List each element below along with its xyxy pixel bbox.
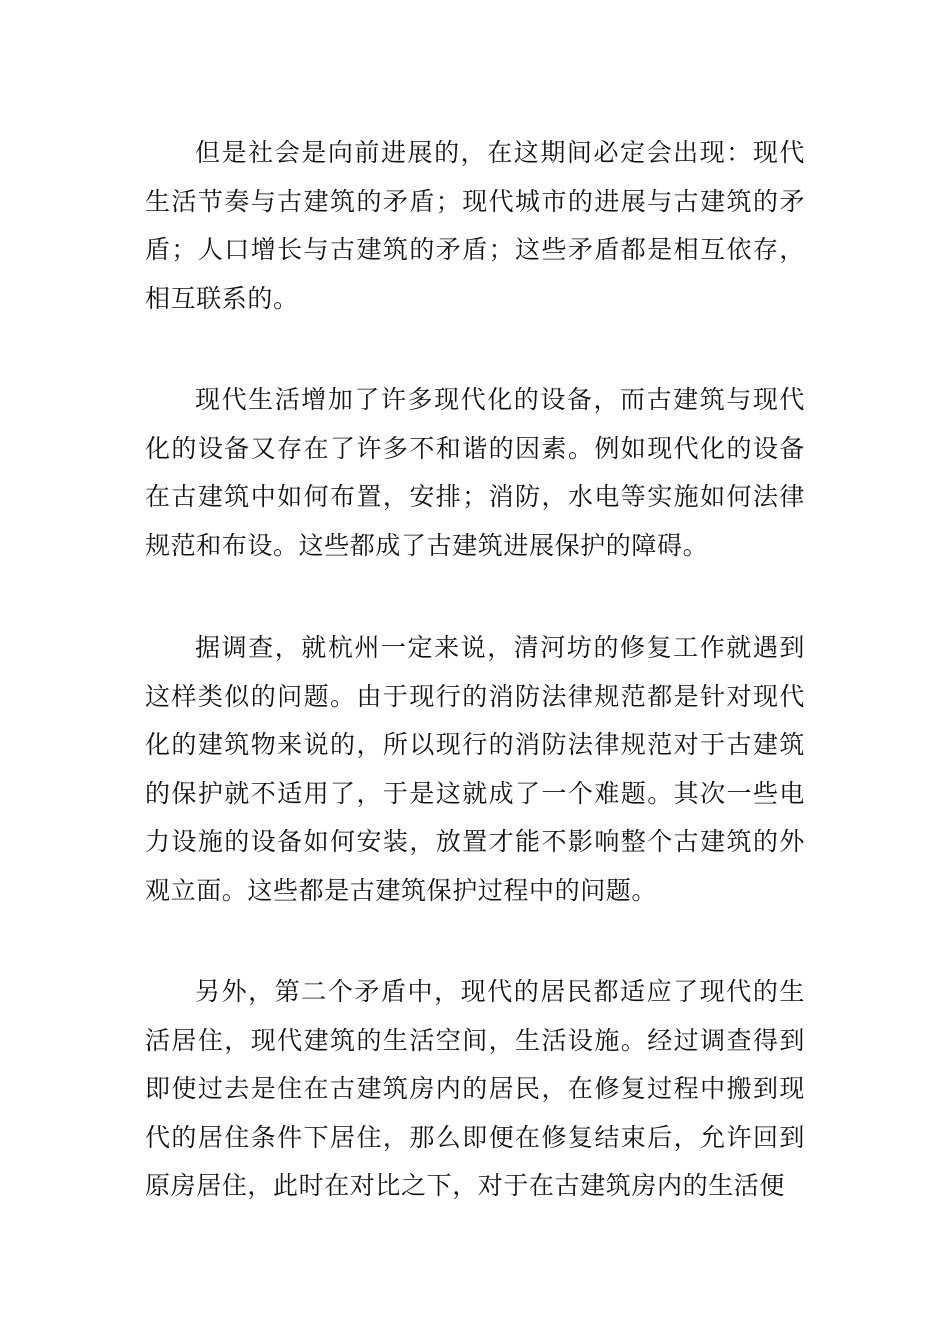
paragraph-4: 另外，第二个矛盾中，现代的居民都适应了现代的生活居住，现代建筑的生活空间，生活设施。经过调查得到即使过去是住在古建筑房内的居民，在修复过程中搬到现代的居住条件下居住，那么即便在修复结束后，允许回到原房居住，此时在对比之下，对于在古建筑房内的生活便	[145, 977, 805, 1200]
paragraph-2: 现代生活增加了许多现代化的设备，而古建筑与现代化的设备又存在了许多不和谐的因素。例如现代化的设备在古建筑中如何布置，安排；消防，水电等实施如何法律规范和布设。这些都成了古建筑进展保护的障碍。	[145, 385, 805, 560]
paragraph-3: 据调查，就杭州一定来说，清河坊的修复工作就遇到这样类似的问题。由于现行的消防法律规范都是针对现代化的建筑物来说的，所以现行的消防法律规范对于古建筑的保护就不适用了，于是这就成了一个难题。其次一些电力设施的设备如何安装，放置才能不影响整个古建筑的外观立面。这些都是古建筑保护过程中的问题。	[145, 633, 805, 905]
paragraph-1: 但是社会是向前进展的，在这期间必定会出现：现代生活节奏与古建筑的矛盾；现代城市的进展与古建筑的矛盾；人口增长与古建筑的矛盾；这些矛盾都是相互依存，相互联系的。	[145, 138, 805, 313]
